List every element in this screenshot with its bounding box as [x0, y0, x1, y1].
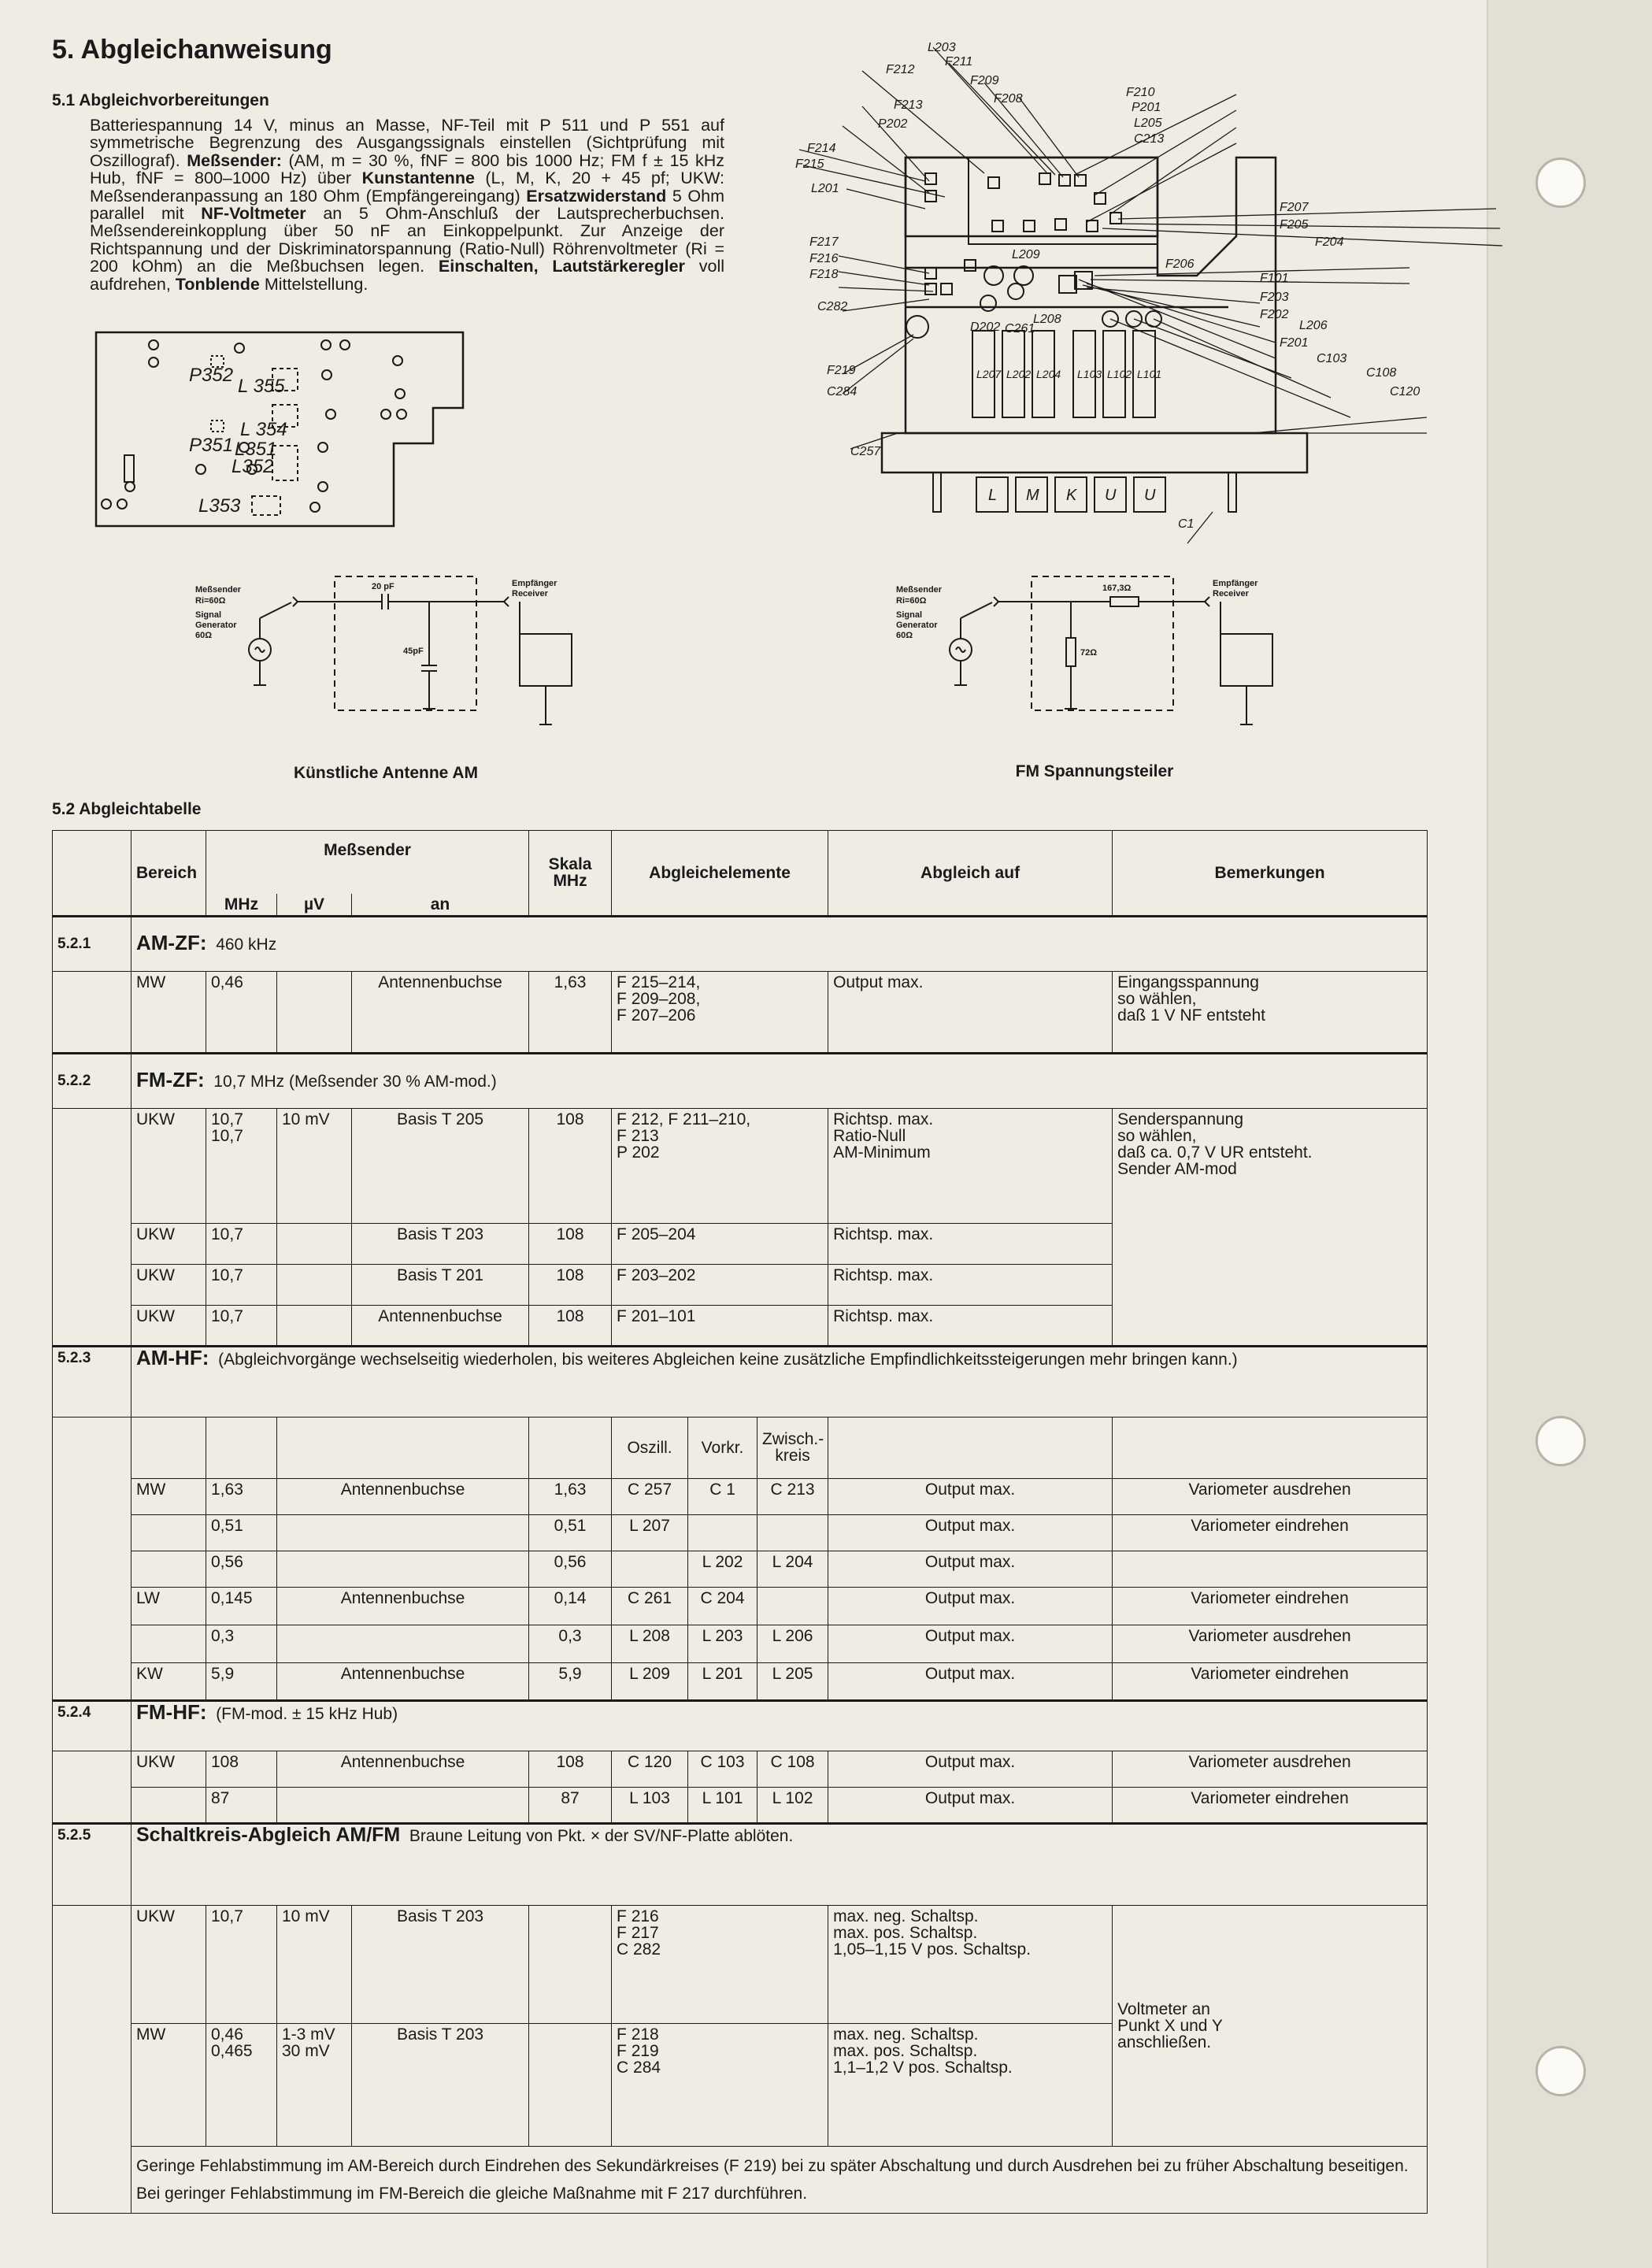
am-gen-label-3: Signal	[195, 610, 222, 620]
header-mhz: MHz	[206, 894, 277, 917]
label-f211: F211	[945, 55, 973, 69]
cell-an	[277, 1514, 529, 1551]
label-f213: F213	[894, 98, 923, 112]
label-l102: L102	[1107, 368, 1132, 380]
cell-zwischkreis: C 108	[757, 1751, 828, 1787]
cell-bereich: UKW	[131, 1905, 206, 2023]
cell-elemente: F 201–101	[612, 1305, 828, 1346]
cell-abgleich-auf: max. neg. Schaltsp. max. pos. Schaltsp. 1,05–1,15 V pos. Schaltsp.	[828, 1905, 1113, 2023]
section-title: FM-HF:	[136, 1699, 207, 1724]
cell-an: Antennenbuchse	[277, 1587, 529, 1625]
label-f204: F204	[1315, 235, 1344, 249]
cell-bereich	[131, 1625, 206, 1662]
cell-an: Basis T 201	[352, 1264, 529, 1305]
section-desc: (FM-mod. ± 15 kHz Hub)	[216, 1704, 398, 1723]
cell-skala: 108	[529, 1223, 612, 1264]
cell-bemerkungen: Eingangsspannung so wählen, daß 1 V NF entsteht	[1113, 971, 1428, 1053]
cell-abgleich-auf: Richtsp. max. Ratio-Null AM-Minimum	[828, 1108, 1113, 1223]
am-hf-subheader	[53, 1417, 1428, 1478]
fm-gen-label-4: Generator	[896, 621, 938, 630]
am-antenna-caption: Künstliche Antenne AM	[293, 764, 479, 782]
section-fm-hf	[53, 1700, 1428, 1751]
table-header-row	[53, 831, 1428, 894]
header-oszill: Oszill.	[612, 1417, 688, 1478]
label-c261: C261	[1005, 322, 1035, 335]
table-row	[53, 1587, 1428, 1625]
note-am: Geringe Fehlabstimmung im AM-Bereich durch Eindrehen des Sekundärkreises (F 219) bei zu später Abschaltung und durch Ausdrehen bei zu früher Abschaltung beseitigen.	[136, 2156, 1409, 2175]
cell-bemerkungen: Senderspannung so wählen, daß ca. 0,7 V UR entsteht. Sender AM-mod	[1113, 1108, 1428, 1346]
cell-bemerkungen: Voltmeter an Punkt X und Y anschließen.	[1113, 1905, 1428, 2146]
cell-mhz: 108	[206, 1751, 277, 1787]
table-row	[53, 971, 1428, 1053]
label-l205: L205	[1134, 117, 1162, 130]
cell-bemerkungen: Variometer ausdrehen	[1113, 1751, 1428, 1787]
cell-oszill: C 261	[612, 1587, 688, 1625]
label-f214: F214	[807, 142, 836, 155]
cell-skala: 87	[529, 1787, 612, 1823]
table-row	[53, 1478, 1428, 1514]
label-f207: F207	[1280, 201, 1309, 214]
cell-an	[277, 1551, 529, 1587]
cell-mhz: 0,56	[206, 1551, 277, 1587]
cell-uv	[277, 971, 352, 1053]
am-receiver-label-2: Receiver	[512, 589, 548, 598]
cell-vorkr: L 203	[688, 1625, 757, 1662]
label-f205: F205	[1280, 218, 1309, 232]
button-l-label: L	[988, 487, 998, 504]
button-u2-label: U	[1144, 487, 1156, 504]
label-l204: L204	[1036, 368, 1061, 380]
button-u1-label: U	[1105, 487, 1117, 504]
notes-row	[53, 2146, 1428, 2213]
label-l201: L201	[811, 182, 839, 195]
cell-uv: 10 mV	[277, 1108, 352, 1223]
cell-abgleich-auf: Output max.	[828, 1625, 1113, 1662]
cell-elemente: F 218 F 219 C 284	[612, 2023, 828, 2146]
prep-text: Batteriespannung 14 V, minus an Masse, NF-Teil mit P 511 und P 551 auf symmetrische Begrenzung des Ausgangssignals einstellen (Sichtprüfung mit Oszillograf). Meßsender: (AM, m = 30 %, fNF = 800 bis 1000 Hz; FM f ± 15 kHz Hub, fNF = 800–1000 Hz) über Kunstantenne (L, M, K, 20 + 45 pf; UKW: Meßsenderanpassung an 180 Ohm (Empfängereingang) Ersatzwiderstand 5 Ohm parallel mit NF-Voltmeter an 5 Ohm-Anschluß der Lautsprecherbuchsen. Meßsendereinkopplung über 50 nF an Einkoppelpunkt. Zur Anzeige der Richtspannung und der Diskriminatorspannung (Ratio-Null) Röhrenvoltmeter (Ri = 200 kOhm) an die Meßbuchsen legen. Einschalten, Lautstärkeregler voll aufdrehen, Tonblende Mittelstellung.	[90, 116, 725, 294]
cell-elemente: F 215–214, F 209–208, F 207–206	[612, 971, 828, 1053]
punch-hole-bottom	[1535, 2046, 1586, 2096]
cell-bemerkungen	[1113, 1551, 1428, 1587]
label-f217: F217	[809, 235, 839, 249]
header-an: an	[352, 894, 529, 917]
am-gen-label-1: Meßsender	[195, 585, 242, 595]
fm-receiver-label-2: Receiver	[1213, 589, 1249, 598]
cell-an: Antennenbuchse	[352, 971, 529, 1053]
header-skala: Skala MHz	[529, 831, 612, 917]
cell-oszill: L 208	[612, 1625, 688, 1662]
am-antenna-circuit	[189, 567, 598, 732]
label-f206: F206	[1165, 258, 1195, 271]
label-c1: C1	[1178, 517, 1195, 531]
cell-mhz: 5,9	[206, 1662, 277, 1700]
cell-an: Basis T 203	[352, 1223, 529, 1264]
cell-skala: 108	[529, 1305, 612, 1346]
table-row	[53, 1108, 1428, 1223]
section-schaltkreis	[53, 1823, 1428, 1905]
cell-vorkr: L 201	[688, 1662, 757, 1700]
cell-uv	[277, 1264, 352, 1305]
cell-skala: 1,63	[529, 971, 612, 1053]
cell-skala: 1,63	[529, 1478, 612, 1514]
section-desc: 460 kHz	[216, 936, 277, 954]
cell-bemerkungen: Variometer ausdrehen	[1113, 1625, 1428, 1662]
cell-mhz: 1,63	[206, 1478, 277, 1514]
section-am-hf	[53, 1346, 1428, 1417]
header-vorkr: Vorkr.	[688, 1417, 757, 1478]
cell-zwischkreis: L 205	[757, 1662, 828, 1700]
punch-hole-top	[1535, 158, 1586, 208]
cell-an	[277, 1625, 529, 1662]
cell-abgleich-auf: Output max.	[828, 1587, 1113, 1625]
main-board-diagram	[787, 39, 1433, 543]
am-gen-label-5: 60Ω	[195, 631, 213, 640]
label-l103: L103	[1077, 368, 1102, 380]
header-bereich: Bereich	[131, 831, 206, 917]
table-row	[53, 1787, 1428, 1823]
cell-mhz: 0,3	[206, 1625, 277, 1662]
button-k-label: K	[1066, 487, 1077, 504]
label-f208: F208	[994, 92, 1023, 106]
cell-elemente: F 216 F 217 C 282	[612, 1905, 828, 2023]
header-messender: Meßsender	[206, 831, 529, 894]
label-f219: F219	[827, 364, 856, 377]
section-number: 5.2.2	[53, 1053, 131, 1108]
cell-elemente: F 203–202	[612, 1264, 828, 1305]
cell-bereich	[131, 1551, 206, 1587]
cell-abgleich-auf: max. neg. Schaltsp. max. pos. Schaltsp. 1,1–1,2 V pos. Schaltsp.	[828, 2023, 1113, 2146]
cell-an: Basis T 203	[352, 1905, 529, 2023]
label-l207: L207	[976, 368, 1002, 380]
label-p352: P352	[189, 365, 234, 386]
fm-receiver-label-1: Empfänger	[1213, 579, 1258, 588]
label-l353: L353	[198, 495, 241, 517]
cell-zwischkreis	[757, 1514, 828, 1551]
header-abgleichelemente: Abgleichelemente	[612, 831, 828, 917]
note-fm: Bei geringer Fehlabstimmung im FM-Bereich die gleiche Maßnahme mit F 217 durchführen.	[136, 2184, 808, 2203]
cell-bemerkungen: Variometer eindrehen	[1113, 1787, 1428, 1823]
label-l203: L203	[928, 41, 956, 54]
cell-mhz: 10,7	[206, 1905, 277, 2023]
cell-abgleich-auf: Richtsp. max.	[828, 1264, 1113, 1305]
fm-resistor-72: 72Ω	[1080, 648, 1098, 658]
cell-zwischkreis: C 213	[757, 1478, 828, 1514]
cell-skala: 0,56	[529, 1551, 612, 1587]
section-number: 5.2.1	[53, 916, 131, 971]
cell-skala: 5,9	[529, 1662, 612, 1700]
label-l351: L351	[235, 439, 277, 460]
cell-mhz: 87	[206, 1787, 277, 1823]
fm-divider-circuit	[890, 567, 1299, 732]
label-f215: F215	[795, 158, 824, 171]
cell-bemerkungen: Variometer eindrehen	[1113, 1662, 1428, 1700]
cell-abgleich-auf: Output max.	[828, 1751, 1113, 1787]
cell-zwischkreis: L 102	[757, 1787, 828, 1823]
cell-zwischkreis: L 204	[757, 1551, 828, 1587]
label-l352: L352	[232, 456, 274, 477]
cell-elemente: F 212, F 211–210, F 213 P 202	[612, 1108, 828, 1223]
fm-divider-caption: FM Spannungsteiler	[1015, 762, 1174, 780]
cell-vorkr: C 204	[688, 1587, 757, 1625]
label-f216: F216	[809, 252, 839, 265]
section-title: FM-ZF:	[136, 1068, 205, 1091]
cell-mhz: 10,7	[206, 1223, 277, 1264]
cell-skala: 108	[529, 1108, 612, 1223]
cell-bereich: MW	[131, 971, 206, 1053]
label-c284: C284	[827, 385, 857, 398]
section-number: 5.2.4	[53, 1700, 131, 1751]
table-row	[53, 1625, 1428, 1662]
table-row	[53, 1905, 1428, 2023]
label-l209: L209	[1012, 248, 1040, 261]
section-title: AM-HF:	[136, 1345, 209, 1369]
header-zwischkreis: Zwisch.- kreis	[757, 1417, 828, 1478]
label-p202: P202	[878, 117, 908, 131]
cell-bemerkungen: Variometer ausdrehen	[1113, 1478, 1428, 1514]
label-f203: F203	[1260, 291, 1289, 304]
section-fm-zf	[53, 1053, 1428, 1108]
punch-hole-middle	[1535, 1416, 1586, 1466]
cell-an: Antennenbuchse	[277, 1662, 529, 1700]
cell-bemerkungen: Variometer eindrehen	[1113, 1587, 1428, 1625]
label-l208: L208	[1033, 313, 1061, 326]
button-m-label: M	[1026, 487, 1039, 504]
cell-mhz: 10,7 10,7	[206, 1108, 277, 1223]
cell-mhz: 0,145	[206, 1587, 277, 1625]
section-am-zf	[53, 916, 1428, 971]
table-row	[53, 1551, 1428, 1587]
label-f212: F212	[886, 63, 915, 76]
table-row	[53, 1751, 1428, 1787]
cell-bereich: UKW	[131, 1751, 206, 1787]
cell-oszill	[612, 1551, 688, 1587]
cell-bereich: UKW	[131, 1223, 206, 1264]
cell-oszill: C 120	[612, 1751, 688, 1787]
cell-mhz: 0,46 0,465	[206, 2023, 277, 2146]
cell-skala: 0,51	[529, 1514, 612, 1551]
label-f101: F101	[1260, 272, 1289, 285]
section-number: 5.2.3	[53, 1346, 131, 1417]
table-row	[53, 1514, 1428, 1551]
label-p351: P351	[189, 435, 234, 456]
page-margin-strip	[1487, 0, 1652, 2268]
label-p201: P201	[1132, 101, 1161, 114]
header-abgleich-auf: Abgleich auf	[828, 831, 1113, 917]
cell-mhz: 0,51	[206, 1514, 277, 1551]
cell-abgleich-auf: Output max.	[828, 1662, 1113, 1700]
am-cap-20pf: 20 pF	[372, 582, 394, 591]
calibration-table	[52, 830, 1428, 2214]
cell-uv	[277, 1223, 352, 1264]
cell-oszill: L 207	[612, 1514, 688, 1551]
label-f201: F201	[1280, 336, 1309, 350]
page-title: 5. Abgleichanweisung	[52, 35, 332, 65]
label-c120: C120	[1390, 385, 1420, 398]
cell-bereich: LW	[131, 1587, 206, 1625]
cell-an: Basis T 203	[352, 2023, 529, 2146]
am-receiver-label-1: Empfänger	[512, 579, 557, 588]
label-l101: L101	[1137, 368, 1162, 380]
cell-vorkr: L 101	[688, 1787, 757, 1823]
cell-abgleich-auf: Output max.	[828, 1478, 1113, 1514]
am-cap-45pf: 45pF	[403, 647, 424, 656]
cell-vorkr	[688, 1514, 757, 1551]
cell-zwischkreis: L 206	[757, 1625, 828, 1662]
header-bemerkungen: Bemerkungen	[1113, 831, 1428, 917]
cell-an: Basis T 205	[352, 1108, 529, 1223]
cell-abgleich-auf: Richtsp. max.	[828, 1305, 1113, 1346]
header-uv: µV	[277, 894, 352, 917]
cell-abgleich-auf: Output max.	[828, 1787, 1113, 1823]
cell-skala: 108	[529, 1751, 612, 1787]
am-gen-label-2: Ri=60Ω	[195, 596, 226, 606]
cell-mhz: 10,7	[206, 1305, 277, 1346]
label-c213: C213	[1134, 132, 1165, 146]
cell-mhz: 10,7	[206, 1264, 277, 1305]
cell-an: Antennenbuchse	[352, 1305, 529, 1346]
label-c257: C257	[850, 445, 881, 458]
cell-oszill: L 209	[612, 1662, 688, 1700]
cell-elemente: F 205–204	[612, 1223, 828, 1264]
prep-heading: 5.1 Abgleichvorbereitungen	[52, 91, 269, 109]
cell-zwischkreis	[757, 1587, 828, 1625]
cell-bereich: KW	[131, 1662, 206, 1700]
section-desc: 10,7 MHz (Meßsender 30 % AM-mod.)	[213, 1073, 497, 1091]
cell-vorkr: C 103	[688, 1751, 757, 1787]
cell-vorkr: C 1	[688, 1478, 757, 1514]
label-f218: F218	[809, 268, 839, 281]
cell-bereich: UKW	[131, 1264, 206, 1305]
cell-uv	[277, 1305, 352, 1346]
cell-vorkr: L 202	[688, 1551, 757, 1587]
cell-abgleich-auf: Richtsp. max.	[828, 1223, 1113, 1264]
label-c108: C108	[1366, 366, 1397, 380]
label-l355: L 355	[238, 376, 285, 397]
cell-bereich: MW	[131, 2023, 206, 2146]
cell-an	[277, 1787, 529, 1823]
label-f202: F202	[1260, 308, 1289, 321]
small-board-diagram	[87, 329, 480, 534]
label-l206: L206	[1299, 319, 1328, 332]
label-f209: F209	[970, 74, 999, 87]
fm-gen-label-3: Signal	[896, 610, 923, 620]
table-row	[53, 1662, 1428, 1700]
label-l354: L 354	[240, 419, 287, 440]
cell-bereich: UKW	[131, 1305, 206, 1346]
section-title: Schaltkreis-Abgleich AM/FM	[136, 1823, 401, 1846]
cell-mhz: 0,46	[206, 971, 277, 1053]
section-number: 5.2.5	[53, 1823, 131, 1905]
section-title: AM-ZF:	[136, 931, 207, 954]
am-gen-label-4: Generator	[195, 621, 237, 630]
cell-bereich	[131, 1787, 206, 1823]
cell-skala: 108	[529, 1264, 612, 1305]
cell-bereich: MW	[131, 1478, 206, 1514]
fm-resistor-167: 167,3Ω	[1102, 584, 1132, 593]
section-desc: (Abgleichvorgänge wechselseitig wiederholen, bis weiteres Abgleichen keine zusätzliche Empfindlichkeitssteigerungen mehr bringen kann.)	[218, 1350, 1238, 1369]
cell-skala: 0,14	[529, 1587, 612, 1625]
cell-an: Antennenbuchse	[277, 1751, 529, 1787]
cell-abgleich-auf: Output max.	[828, 971, 1113, 1053]
cell-bereich	[131, 1514, 206, 1551]
label-c103: C103	[1317, 352, 1347, 365]
cell-uv: 10 mV	[277, 1905, 352, 2023]
cell-an: Antennenbuchse	[277, 1478, 529, 1514]
cell-oszill: L 103	[612, 1787, 688, 1823]
label-d202: D202	[970, 321, 1001, 334]
cell-oszill: C 257	[612, 1478, 688, 1514]
cell-abgleich-auf: Output max.	[828, 1514, 1113, 1551]
fm-gen-label-1: Meßsender	[896, 585, 943, 595]
section-desc: Braune Leitung von Pkt. × der SV/NF-Platte ablöten.	[409, 1826, 794, 1845]
table-heading: 5.2 Abgleichtabelle	[52, 800, 202, 818]
fm-gen-label-2: Ri=60Ω	[896, 596, 927, 606]
cell-skala: 0,3	[529, 1625, 612, 1662]
cell-abgleich-auf: Output max.	[828, 1551, 1113, 1587]
label-l202: L202	[1006, 368, 1032, 380]
cell-bemerkungen: Variometer eindrehen	[1113, 1514, 1428, 1551]
label-f210: F210	[1126, 86, 1155, 99]
cell-uv: 1-3 mV 30 mV	[277, 2023, 352, 2146]
cell-bereich: UKW	[131, 1108, 206, 1223]
label-c282: C282	[817, 300, 848, 313]
fm-gen-label-5: 60Ω	[896, 631, 913, 640]
